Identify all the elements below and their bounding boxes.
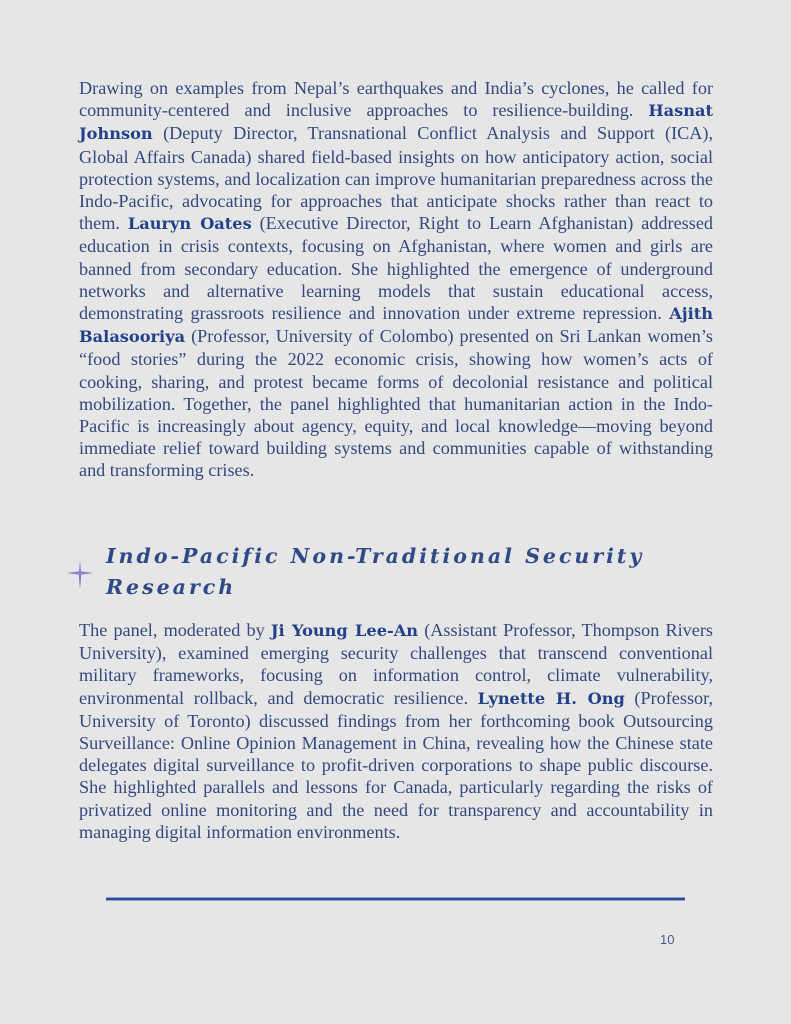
body-paragraph-humanitarian-panel (79, 77, 713, 482)
sparkle-icon (67, 559, 93, 589)
paragraph-text: The panel, moderated by (79, 620, 271, 640)
speaker-name: Lauryn Oates (127, 214, 252, 234)
paragraph-text: (Assistant Professor, Thompson Rivers University), examined emerging security challenges that transcend conventional military frameworks, focusing on information control, climate vulnerability, environmental rollback, and democratic resilience. (79, 620, 713, 708)
paragraph-text: (Executive Director, Right to Learn Afghanistan) addressed education in crisis contexts, focusing on Afghanistan, where women and girls are banned from secondary education. She highlighted the emergence of underground networks and alternative learning models that sustain educational access, demonstrating grassroots resilience and innovation under extreme repression. (79, 213, 713, 324)
paragraph-text: (Professor, University of Toronto) discussed findings from her forthcoming book Outsourcing Surveillance: Online Opinion Management in China, revealing how the Chinese state delegates digital surveillance to profit-driven corporations to shape public discourse. She highlighted parallels and lessons for Canada, particularly regarding the risks of privatized online monitoring and the need for transparency and accountability in managing digital information environments. (79, 687, 713, 842)
section-heading: Indo-Pacific Non-Traditional Security Research (106, 544, 645, 599)
paragraph-text: (Deputy Director, Transnational Conflict Analysis and Support (ICA), Global Affairs Canada) shared field-based insights on how anticipatory action, social protection systems, and localization can improve humanitarian preparedness across the Indo-Pacific, advocating for approaches that anticipate shocks rather than react to them. (79, 123, 713, 234)
body-paragraph-security-panel (79, 619, 713, 843)
paragraph-text: Drawing on examples from Nepal’s earthquakes and India’s cyclones, he called for community-centered and inclusive approaches to resilience-building. (79, 78, 713, 121)
page-number: 10 (660, 932, 675, 947)
speaker-name: Lynette H. Ong (477, 688, 625, 708)
speaker-name: Ji Young Lee-An (270, 621, 419, 640)
paragraph-text: (Professor, University of Colombo) presented on Sri Lankan women’s “food stories” during the 2022 economic crisis, showing how women’s acts of cooking, sharing, and protest became forms of decolonial resistance and political mobilization. Together, the panel highlighted that humanitarian action in the Indo-Pacific is increasingly about agency, equity, and local knowledge—moving beyond immediate relief toward building systems and communities capable of withstanding and transforming crises. (79, 326, 713, 481)
speaker-name: Ajith Balasooriya (79, 304, 713, 347)
speaker-name: Hasnat Johnson (79, 101, 713, 144)
footer-divider (106, 898, 685, 900)
